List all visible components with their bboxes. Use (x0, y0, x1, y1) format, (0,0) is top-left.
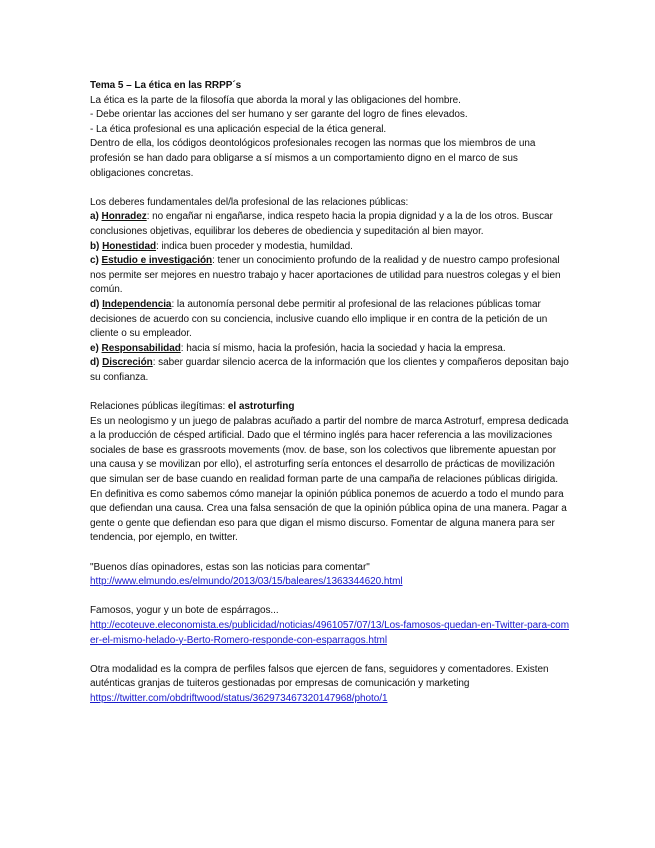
duty-text: : no engañar ni engañarse, indica respeto hacia la propia dignidad y a la de los otros. Buscar conclusiones objetivas, equilibrar los deberes de obediencia y supeditación al bien mayor. (90, 211, 553, 237)
duty-item (90, 356, 570, 385)
duty-item (90, 254, 570, 298)
duty-text: : indica buen proceder y modestia, humildad. (156, 240, 353, 252)
heading-term: el astroturfing (227, 401, 295, 413)
duty-term: Discreción (102, 357, 153, 369)
duty-text: : hacia sí mismo, hacia la profesión, hacia la sociedad y hacia la empresa. (180, 342, 506, 354)
duty-term: Honestidad (102, 240, 157, 252)
astroturfing-body: Es un neologismo y un juego de palabras acuñado a partir del nombre de marca Astroturf, empresa dedicada a la producción de césped artificial. Dado que el término inglés para hacer referencia a las movilizaciones sociales de base es grassroots movements (mov. de base, son los colectivos que libremente apuestan por una causa y se movilizan por ello), el astroturfing sería entonces el desarrollo de prácticas de movilización que simulan ser de base cuando en realidad forman parte de una campaña de relaciones públicas dirigida. En definitiva es como sabemos cómo manejar la opinión pública ponemos de acuerdo a todo el mundo para que defiendan una causa. Crea una falsa sensación de que la opinión pública opina de una manera. Pagar a gente o gente que defiendan eso para que digan el mismo discurso. Fomentar de alguna manera para ser tendencia, por ejemplo, en twitter. (90, 415, 569, 544)
reference-text: "Buenos días opinadores, estas son las noticias para comentar" (90, 561, 370, 573)
duty-term: Independencia (102, 298, 172, 310)
duty-item (90, 210, 570, 239)
duty-text: : saber guardar silencio acerca de la información que los clientes y compañeros depositan bajo su confianza. (90, 357, 569, 383)
intro-line: La ética es la parte de la filosofía que aborda la moral y las obligaciones del hombre. (90, 94, 461, 106)
intro-line: - La ética profesional es una aplicación especial de la ética general. (90, 123, 387, 135)
intro-paragraph: Dentro de ella, los códigos deontológicos profesionales recogen las normas que los miembros de una profesión se han dado para obligarse a sí mismos a un comportamiento digno en el marco de sus obligaciones concretas. (90, 138, 536, 179)
reference-link[interactable]: http://www.elmundo.es/elmundo/2013/03/15/baleares/1363344620.html (90, 576, 403, 588)
spacer (90, 181, 570, 196)
duties-intro: Los deberes fundamentales del/la profesional de las relaciones públicas: (90, 196, 409, 208)
reference-text: Famosos, yogur y un bote de espárragos... (90, 605, 279, 617)
duty-term: Estudio e investigación (101, 255, 213, 267)
duty-letter: d) (90, 298, 103, 310)
astroturfing-heading (90, 400, 570, 415)
duty-letter: e) (90, 342, 102, 354)
intro-line: - Debe orientar las acciones del ser humano y ser garante del logro de fines elevados. (90, 109, 468, 121)
duty-text: : tener un conocimiento profundo de la realidad y de nuestro campo profesional nos permite ser mejores en nuestro trabajo y hacer aportaciones de utilidad para nuestros colegas y el bien común. (90, 255, 561, 296)
page-title: Tema 5 – La ética en las RRPP´s (90, 80, 242, 91)
spacer (90, 648, 570, 663)
reference-link[interactable]: https://twitter.com/obdriftwood/status/362973467320147968/photo/1 (90, 692, 388, 704)
spacer (90, 385, 570, 400)
reference-text: Otra modalidad es la compra de perfiles falsos que ejercen de fans, seguidores y comentadores. Existen auténticas granjas de tuiteros gestionadas por empresas de comunicación y marketing (90, 663, 549, 690)
duty-item (90, 298, 570, 342)
duty-letter: b) (90, 240, 103, 252)
duty-text: : la autonomía personal debe permitir al profesional de las relaciones públicas tomar decisiones de acuerdo con su conciencia, inclusive cuando ello implique ir en contra de la petición de un cliente o su empleador. (90, 298, 548, 340)
duty-term: Honradez (101, 211, 147, 223)
duty-item (90, 342, 570, 357)
duty-term: Responsabilidad (101, 342, 181, 354)
duty-letter: c) (90, 255, 102, 267)
spacer (90, 590, 570, 605)
document-body (90, 79, 570, 707)
duty-item (90, 240, 570, 255)
duty-letter: d) (90, 357, 103, 369)
duty-letter: a) (90, 211, 102, 223)
heading-prefix: Relaciones públicas ilegítimas: (90, 401, 228, 413)
spacer (90, 546, 570, 561)
reference-link[interactable]: http://ecoteuve.eleconomista.es/publicidad/noticias/4961057/07/13/Los-famosos-quedan-en-Twitter-para-comer-el-mismo-helado-y-Berto-Romero-responde-con-esparragos.html (90, 619, 569, 646)
